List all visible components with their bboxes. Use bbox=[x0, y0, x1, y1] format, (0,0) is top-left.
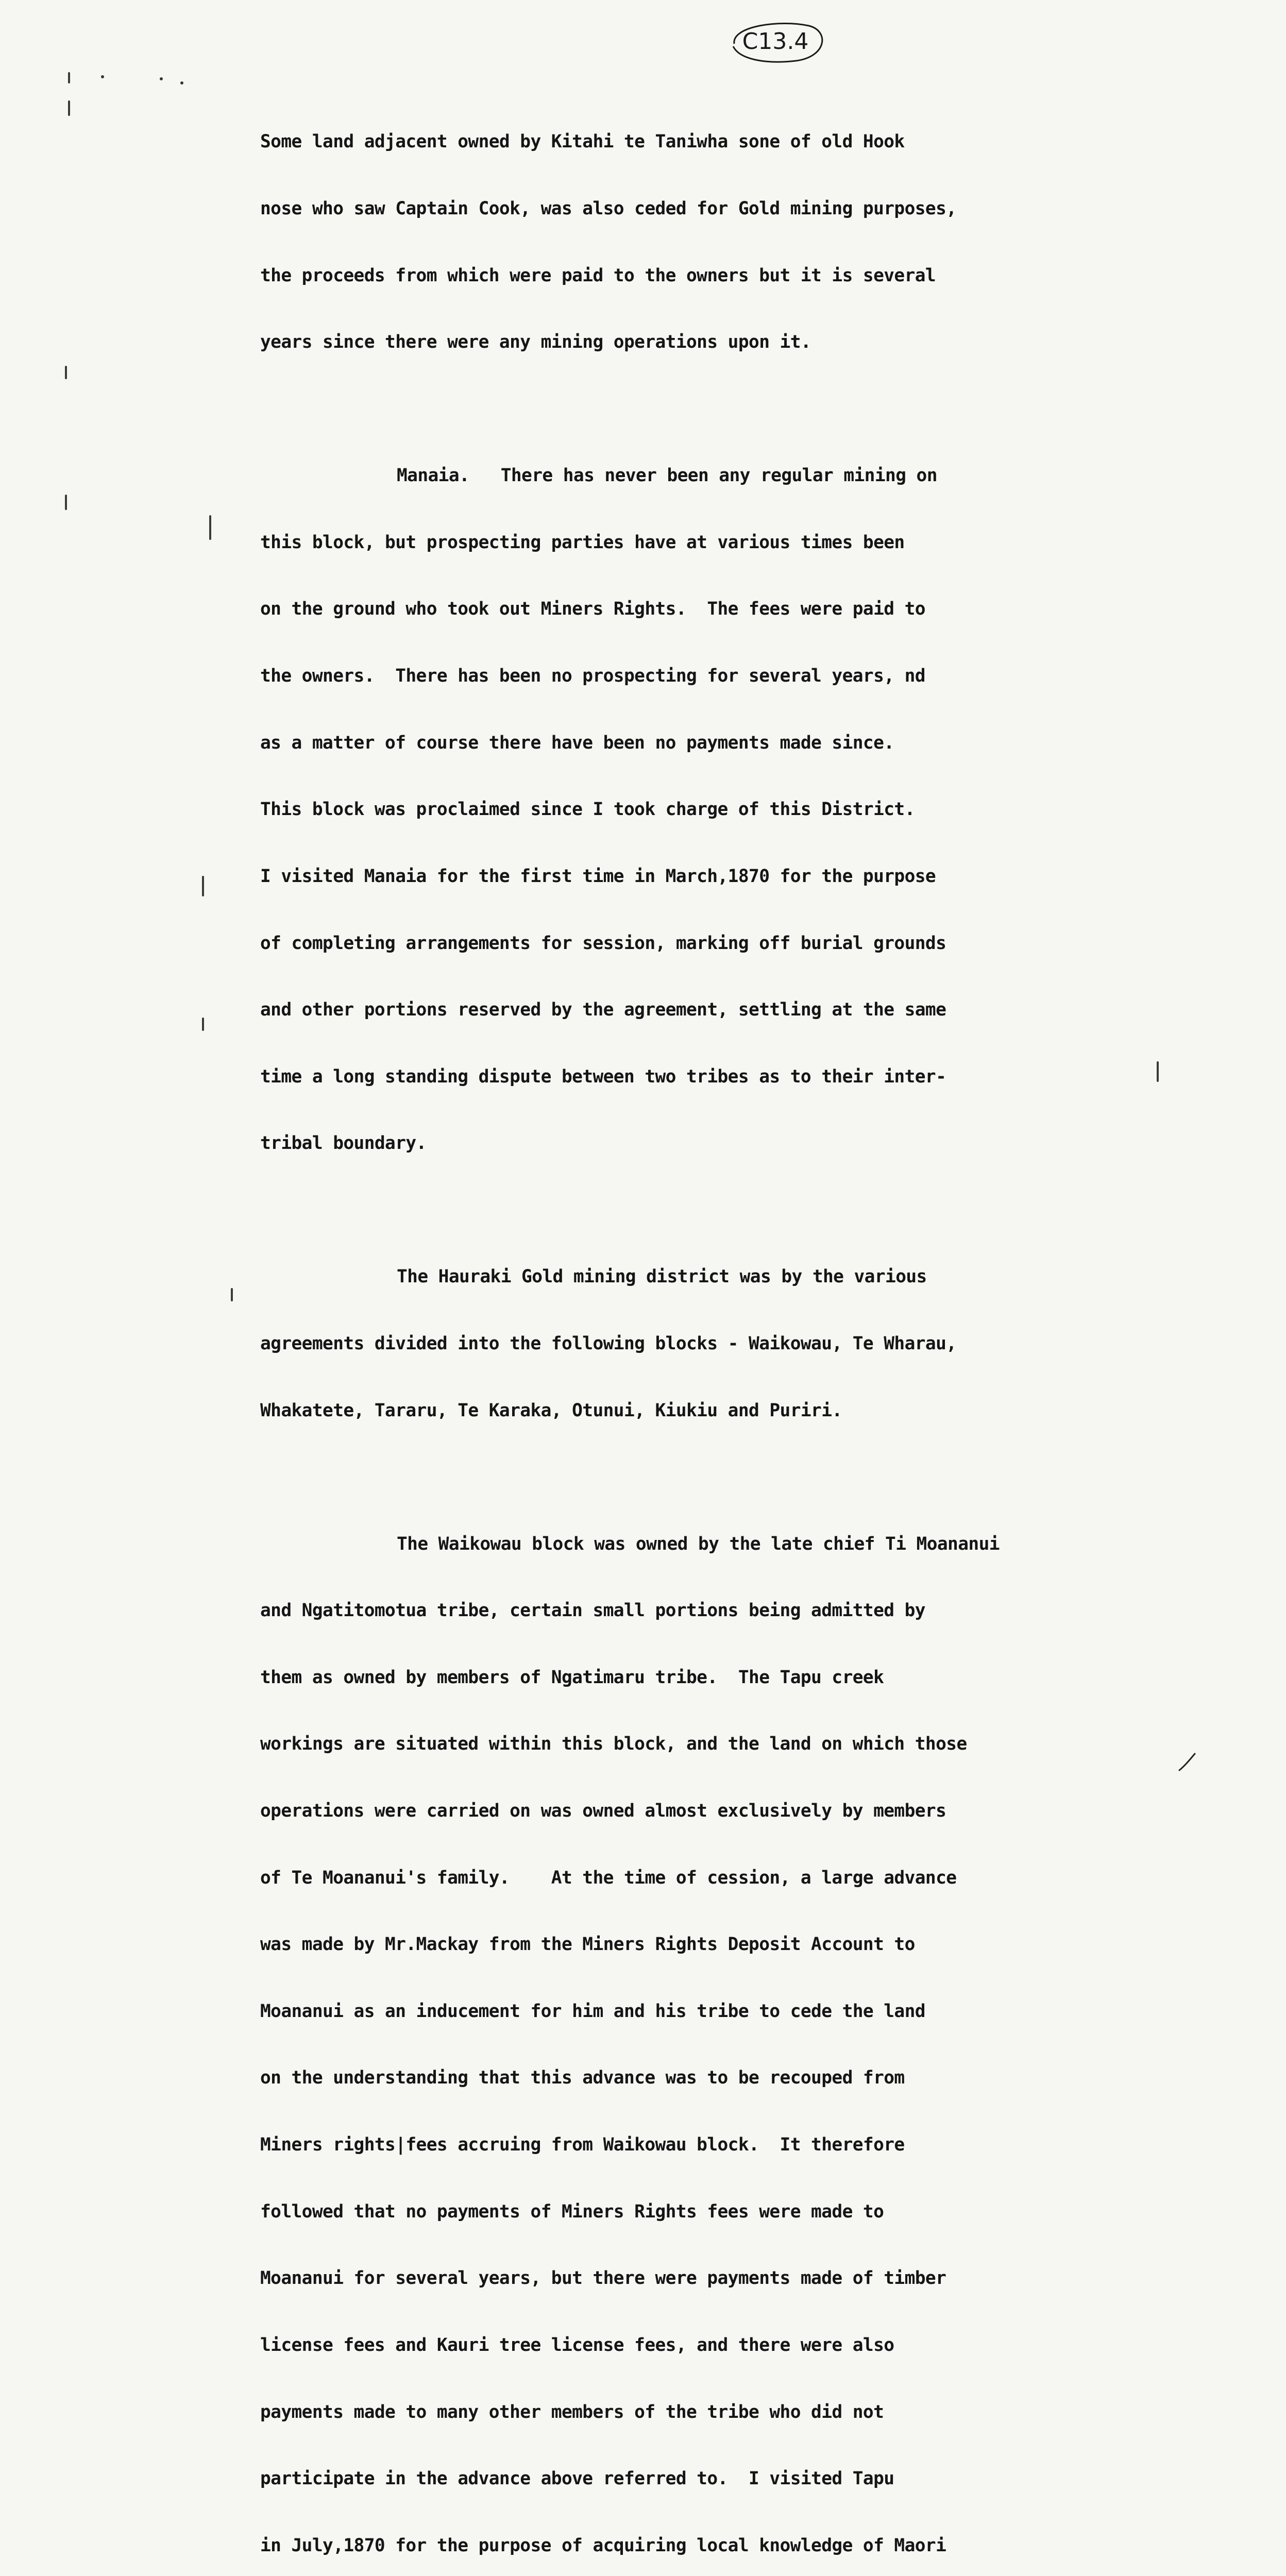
text-line: of Te Moananui's family. At the time of cession, a large advance bbox=[260, 1867, 957, 1888]
text-line: Manaia. There has never been any regular mining on bbox=[397, 465, 937, 486]
text-line: agreements divided into the following blocks - Waikowau, Te Wharau, bbox=[260, 1333, 957, 1354]
text-line: payments made to many other members of the tribe who did not bbox=[260, 2401, 884, 2422]
paragraph bbox=[260, 1488, 1188, 2576]
speck bbox=[180, 81, 183, 84]
text-line: nose who saw Captain Cook, was also ceded for Gold mining purposes, bbox=[260, 198, 957, 219]
document-body bbox=[260, 87, 1188, 2576]
paragraph bbox=[260, 87, 1188, 398]
text-line: followed that no payments of Miners Rights fees were made to bbox=[260, 2201, 884, 2222]
text-line: I visited Manaia for the first time in March,1870 for the purpose bbox=[260, 866, 936, 887]
text-line: This block was proclaimed since I took charge of this District. bbox=[260, 799, 915, 820]
margin-mark bbox=[68, 100, 70, 116]
text-line: the proceeds from which were paid to the owners but it is several bbox=[260, 265, 936, 286]
text-line: was made by Mr.Mackay from the Miners Rights Deposit Account to bbox=[260, 1934, 915, 1955]
text-line: Miners rights|fees accruing from Waikowau block. It therefore bbox=[260, 2134, 905, 2156]
margin-mark bbox=[65, 366, 67, 379]
text-line: in July,1870 for the purpose of acquiring local knowledge of Maori bbox=[260, 2535, 946, 2556]
page-number-text: C13.4 bbox=[742, 28, 809, 55]
text-line: Whakatete, Tararu, Te Karaka, Otunui, Kiukiu and Puriri. bbox=[260, 1400, 842, 1421]
speck bbox=[160, 77, 163, 80]
text-line: tribal boundary. bbox=[260, 1133, 427, 1154]
text-line: years since there were any mining operations upon it. bbox=[260, 332, 811, 353]
text-line: of completing arrangements for session, marking off burial grounds bbox=[260, 933, 946, 954]
text-line: the owners. There has been no prospecting for several years, nd bbox=[260, 666, 925, 687]
text-line: Moananui for several years, but there were payments made of timber bbox=[260, 2268, 946, 2289]
margin-mark bbox=[68, 72, 70, 83]
text-line: The Waikowau block was owned by the late chief Ti Moananui bbox=[397, 1533, 1000, 1554]
text-line: license fees and Kauri tree license fees, and there were also bbox=[260, 2334, 894, 2355]
paragraph bbox=[260, 1222, 1188, 1466]
text-line: Some land adjacent owned by Kitahi te Taniwha sone of old Hook bbox=[260, 131, 905, 152]
page-number bbox=[719, 15, 832, 67]
text-line: and Ngatitomotua tribe, certain small portions being admitted by bbox=[260, 1600, 925, 1621]
text-line: and other portions reserved by the agreement, settling at the same bbox=[260, 999, 946, 1021]
text-line: participate in the advance above referred to. I visited Tapu bbox=[260, 2468, 894, 2489]
text-line: workings are situated within this block, and the land on which those bbox=[260, 1734, 967, 1755]
margin-mark bbox=[209, 515, 211, 540]
margin-mark bbox=[65, 495, 67, 510]
pen-tick-mark bbox=[1177, 1752, 1198, 1772]
text-line: as a matter of course there have been no payments made since. bbox=[260, 732, 894, 753]
margin-mark bbox=[202, 876, 204, 896]
text-line: The Hauraki Gold mining district was by the various bbox=[397, 1266, 927, 1287]
text-line: on the ground who took out Miners Rights. The fees were paid to bbox=[260, 599, 925, 620]
text-line: on the understanding that this advance was to be recouped from bbox=[260, 2067, 905, 2089]
margin-mark bbox=[202, 1018, 204, 1031]
text-line: time a long standing dispute between two tribes as to their inter- bbox=[260, 1066, 946, 1087]
margin-mark bbox=[231, 1288, 233, 1301]
speck bbox=[101, 75, 104, 78]
paragraph bbox=[260, 420, 1188, 1199]
text-line: Moananui as an inducement for him and his tribe to cede the land bbox=[260, 2001, 925, 2022]
text-line: them as owned by members of Ngatimaru tribe. The Tapu creek bbox=[260, 1667, 884, 1688]
text-line: this block, but prospecting parties have at various times been bbox=[260, 532, 905, 553]
text-line: operations were carried on was owned almost exclusively by members bbox=[260, 1801, 946, 1822]
